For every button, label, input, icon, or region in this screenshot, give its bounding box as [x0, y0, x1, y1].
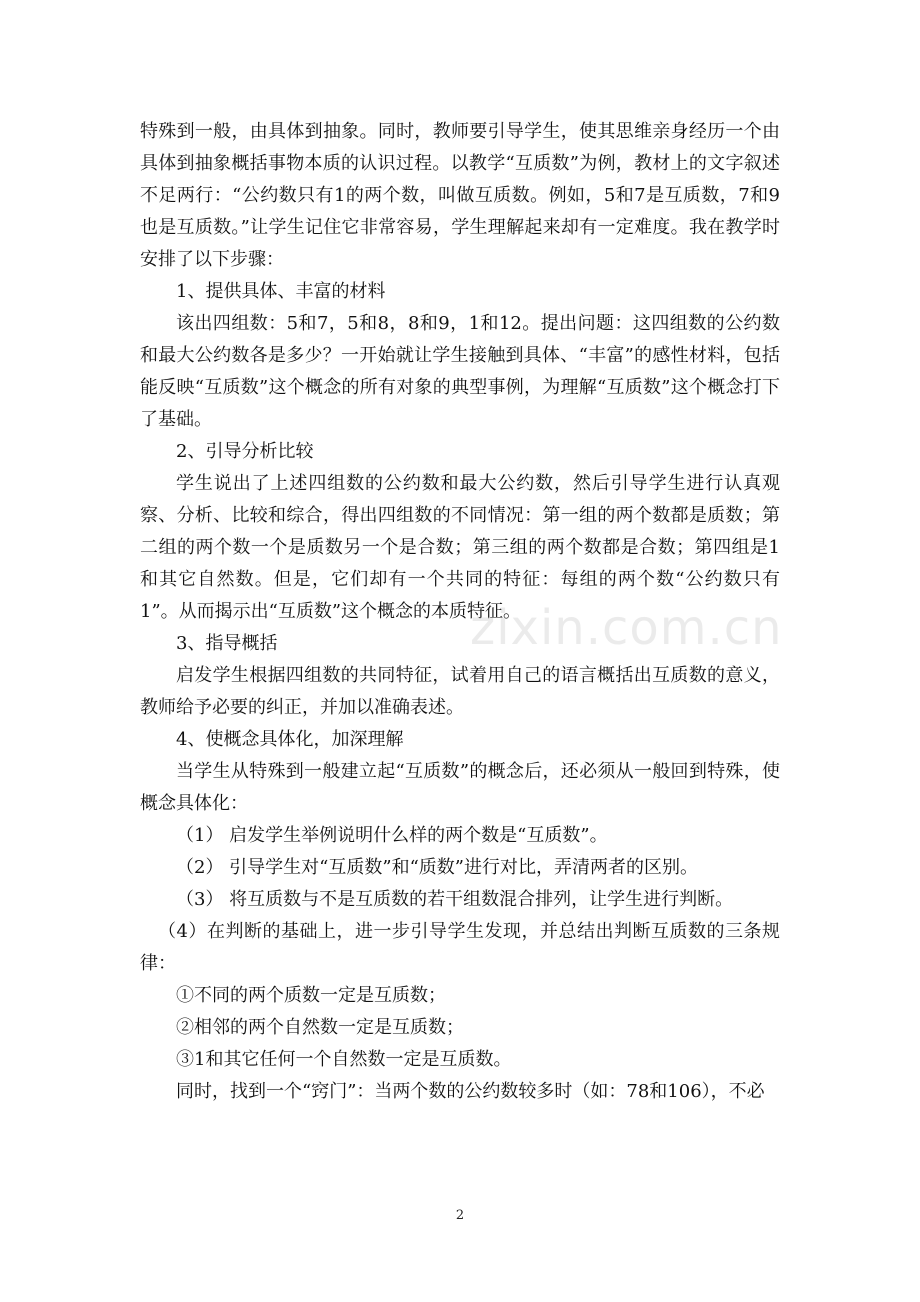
section-heading-1: 1、提供具体、丰富的材料 [176, 281, 386, 302]
paragraph: 同时，找到一个“窍门”：当两个数的公约数较多时（如：78和106），不必 [176, 1081, 765, 1102]
section-heading-3: 3、指导概括 [176, 633, 278, 654]
section-heading-4: 4、使概念具体化，加深理解 [176, 729, 404, 750]
rule-item: ①不同的两个质数一定是互质数； [176, 985, 446, 1006]
page-number: 2 [455, 1208, 465, 1223]
paragraph: 当学生从特殊到一般建立起“互质数”的概念后，还必须从一般回到特殊，使概念具体化： [140, 761, 780, 814]
paragraph: 启发学生根据四组数的共同特征，试着用自己的语言概括出互质数的意义，教师给予必要的纠正，并加以准确表述。 [140, 665, 780, 718]
paragraph: 该出四组数：5和7，5和8，8和9，1和12。提出问题：这四组数的公约数和最大公约数各是多少？一开始就让学生接触到具体、“丰富”的感性材料，包括能反映“互质数”这个概念的所有对象的典型事例，为理解“互质数”这个概念打下了基础。 [140, 313, 780, 430]
paragraph: 学生说出了上述四组数的公约数和最大公约数，然后引导学生进行认真观察、分析、比较和综合，得出四组数的不同情况：第一组的两个数都是质数；第二组的两个数一个是质数另一个是合数；第三组的两个数都是合数；第四组是1和其它自然数。但是，它们却有一个共同的特征：每组的两个数“公约数只有1”。从而揭示出“互质数”这个概念的本质特征。 [140, 473, 780, 622]
list-item: （1） 启发学生举例说明什么样的两个数是“互质数”。 [176, 825, 608, 846]
paragraph: 特殊到一般，由具体到抽象。同时，教师要引导学生，使其思维亲身经历一个由具体到抽象概括事物本质的认识过程。以教学“互质数”为例，教材上的文字叙述不足两行：“公约数只有1的两个数，叫做互质数。例如，5和7是互质数，7和9也是互质数。”让学生记住它非常容易，学生理解起来却有一定难度。我在教学时安排了以下步骤： [140, 121, 780, 270]
rule-item: ③1和其它任何一个自然数一定是互质数。 [176, 1049, 512, 1070]
rule-item: ②相邻的两个自然数一定是互质数； [176, 1017, 464, 1038]
document-body [140, 116, 780, 1108]
watermark: zixin.com.cn [470, 600, 783, 656]
list-item: （4）在判断的基础上，进一步引导学生发现，并总结出判断互质数的三条规律： [140, 921, 780, 974]
section-heading-2: 2、引导分析比较 [176, 441, 314, 462]
list-item: （2） 引导学生对“互质数”和“质数”进行对比，弄清两者的区别。 [176, 857, 698, 878]
list-item: （3） 将互质数与不是互质数的若干组数混合排列，让学生进行判断。 [176, 889, 734, 910]
